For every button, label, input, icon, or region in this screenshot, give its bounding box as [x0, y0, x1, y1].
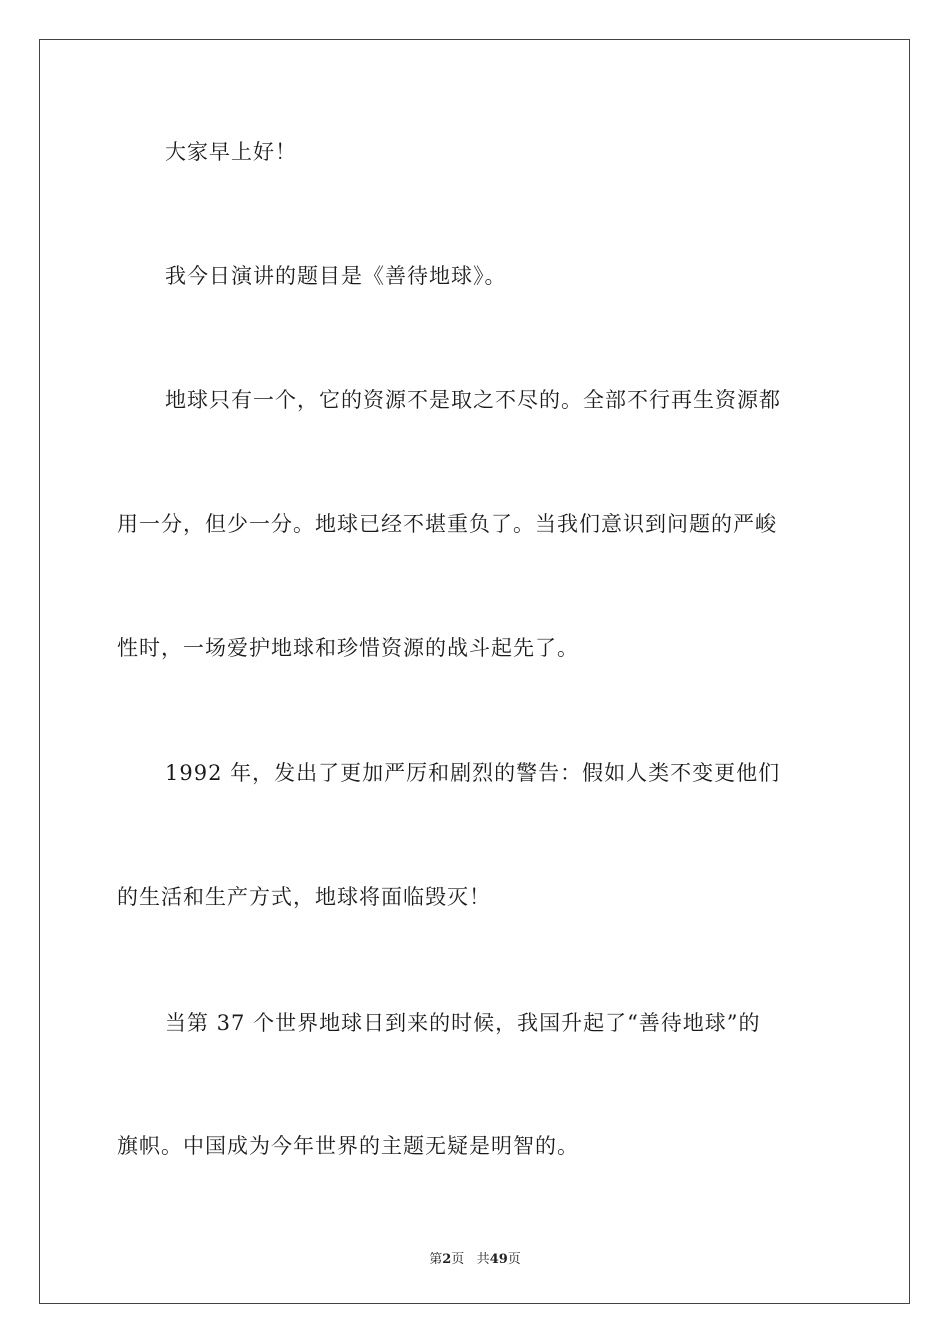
footer-total-pages: 49 — [489, 1252, 508, 1267]
footer-page-prefix: 第 — [429, 1252, 443, 1267]
text-line: 用一分，但少一分。地球已经不堪重负了。当我们意识到问题的严峻 — [117, 512, 777, 536]
page-frame — [39, 39, 910, 1304]
text-line: 当第 37 个世界地球日到来的时候，我国升起了“善待地球”的 — [165, 1011, 761, 1035]
text-line-greeting: 大家早上好！ — [165, 140, 297, 164]
text-line-title: 我今日演讲的题目是《善待地球》。 — [165, 264, 507, 288]
footer-total-unit: 页 — [507, 1252, 521, 1267]
text-line: 性时，一场爱护地球和珍惜资源的战斗起先了。 — [117, 636, 579, 660]
page-footer — [0, 1248, 950, 1267]
text-line: 的生活和生产方式，地球将面临毁灭！ — [117, 885, 491, 909]
text-line: 地球只有一个，它的资源不是取之不尽的。全部不行再生资源都 — [165, 388, 781, 412]
text-line: 1992 年，发出了更加严厉和剧烈的警告：假如人类不变更他们 — [165, 761, 781, 785]
footer-page-unit: 页 — [451, 1252, 465, 1267]
text-line: 旗帜。中国成为今年世界的主题无疑是明智的。 — [117, 1134, 579, 1158]
footer-page-number: 2 — [442, 1252, 452, 1267]
footer-total-prefix: 共 — [476, 1252, 490, 1267]
